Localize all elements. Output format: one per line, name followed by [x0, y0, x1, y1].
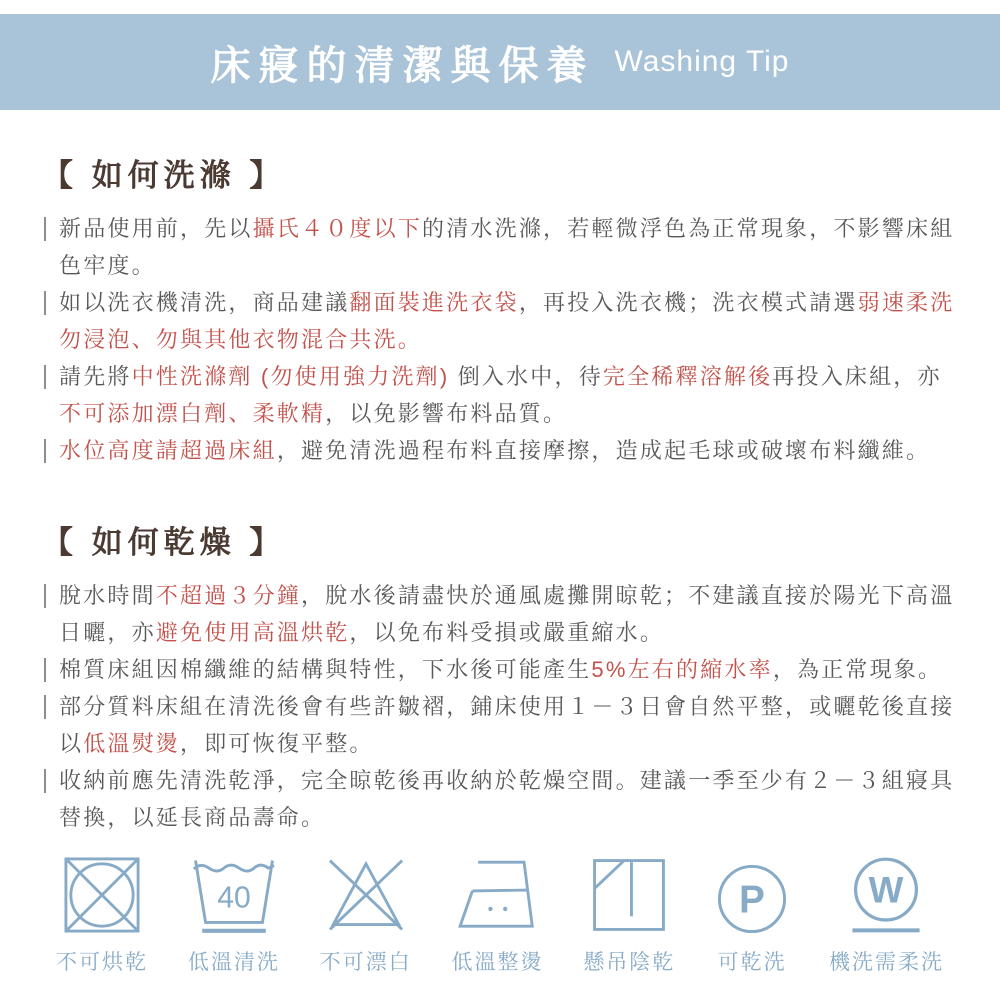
care-instruction-text: 請先將中性洗滌劑 (勿使用強力洗劑) 倒入水中，待完全稀釋溶解後再投入床組，亦不可添加漂白劑、柔軟精，以免影響布料品質。	[59, 364, 942, 426]
machine-wash-gentle-w-icon	[846, 856, 926, 936]
svg-text:40: 40	[217, 881, 251, 915]
care-label: 低溫整燙	[451, 951, 544, 974]
care-label: 懸吊陰乾	[583, 951, 676, 974]
section-title: 【 如何乾燥 】	[42, 525, 286, 560]
bullet-bar	[44, 584, 46, 608]
care-label: 不可漂白	[319, 951, 412, 974]
care-instruction-item	[42, 210, 958, 284]
care-item	[320, 854, 412, 976]
bullet-bar	[44, 439, 46, 463]
bullet-list	[42, 577, 958, 836]
do-not-tumble-dry-icon	[61, 854, 143, 936]
care-instruction-text: 如以洗衣機清洗，商品建議翻面裝進洗衣袋，再投入洗衣機；洗衣模式請選弱速柔洗勿浸泡、勿與其他衣物混合共洗。	[59, 290, 955, 352]
care-instruction-item	[42, 358, 958, 432]
care-instruction-text: 部分質料床組在清洗後會有些許皺褶，鋪床使用１－３日會自然平整，或曬乾後直接以低溫熨燙，即可恢復平整。	[59, 694, 955, 756]
bullet-bar	[44, 769, 46, 793]
care-label: 機洗需柔洗	[828, 951, 944, 974]
page-subtitle: Washing Tip	[614, 45, 790, 78]
care-item	[56, 854, 148, 976]
svg-text:P: P	[739, 878, 765, 922]
wash-40-low-temp-icon	[188, 852, 280, 936]
svg-text:W: W	[869, 869, 904, 911]
do-not-bleach-icon	[325, 854, 407, 936]
page-title: 床寢的清潔與保養	[210, 43, 595, 88]
care-item	[583, 854, 675, 976]
care-instruction-item	[42, 284, 958, 358]
content	[0, 150, 1000, 836]
care-instruction-text: 脫水時間不超過３分鐘，脫水後請盡快於通風處攤開晾乾；不建議直接於陽光下高溫日曬，亦避免使用高溫烘乾，以免布料受損或嚴重縮水。	[59, 583, 955, 645]
section-title: 【 如何洗滌 】	[42, 158, 286, 193]
care-instruction-item	[42, 651, 958, 688]
care-symbol-row	[0, 852, 1000, 976]
bullet-bar	[44, 291, 46, 315]
dry-clean-p-icon	[715, 862, 789, 936]
iron-low-temp-icon	[451, 854, 543, 936]
hang-dry-in-shade-icon	[588, 854, 670, 936]
bullet-bar	[44, 695, 46, 719]
care-item	[829, 856, 944, 976]
care-label: 低溫清洗	[187, 951, 280, 974]
care-item	[451, 854, 543, 976]
care-instruction-item	[42, 762, 958, 836]
care-instruction-text: 水位高度請超過床組，避免清洗過程布料直接摩擦，造成起毛球或破壞布料纖維。	[59, 438, 931, 463]
care-instruction-text: 收納前應先清洗乾淨，完全晾乾後再收納於乾燥空間。建議一季至少有２－３組寢具替換，以延長商品壽命。	[59, 768, 955, 830]
care-item	[188, 852, 280, 976]
bullet-list	[42, 210, 958, 469]
care-label: 不可烘乾	[56, 951, 148, 974]
care-label: 可乾洗	[717, 951, 787, 974]
care-instruction-item	[42, 432, 958, 469]
bullet-bar	[44, 365, 46, 389]
care-item	[715, 862, 789, 976]
care-instruction-item	[42, 688, 958, 762]
page-header	[0, 14, 1000, 110]
care-instruction-text: 棉質床組因棉纖維的結構與特性，下水後可能產生5%左右的縮水率，為正常現象。	[59, 657, 943, 682]
bullet-bar	[44, 217, 46, 241]
bullet-bar	[44, 658, 46, 682]
care-instruction-text: 新品使用前，先以攝氏４０度以下的清水洗滌，若輕微浮色為正常現象，不影響床組色牢度。	[59, 216, 955, 278]
care-instruction-item	[42, 577, 958, 651]
section-how-to-dry	[42, 517, 958, 836]
section-how-to-wash	[42, 150, 958, 469]
